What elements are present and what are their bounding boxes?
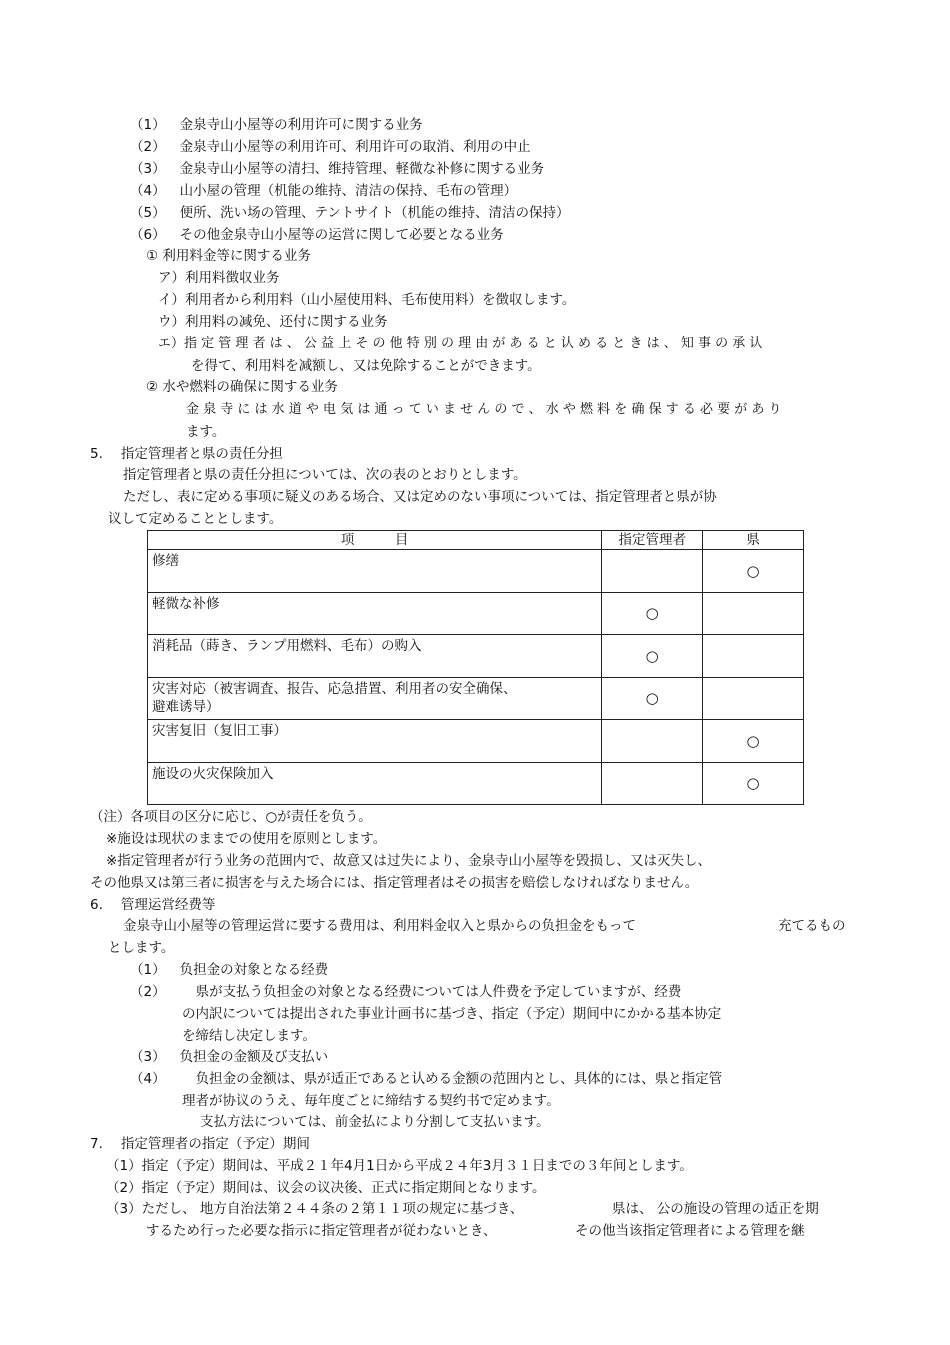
note-1: （注）各项目の区分に応じ、○が责任を负う。	[90, 809, 372, 825]
section-number: 5.	[90, 446, 103, 462]
note-2: ※施设は现状のままでの使用を原则とします。	[106, 831, 387, 847]
section-6-item-1	[130, 961, 328, 979]
item-num: （1）	[130, 117, 166, 133]
item-1	[130, 116, 423, 134]
cell-item: 灾害复旧（复旧工事）	[148, 720, 602, 763]
cell-item: 施设の火灾保険加入	[148, 762, 602, 805]
item-num: （4）	[130, 183, 166, 199]
column-header-prefecture: 県	[703, 531, 804, 550]
section-6-item-4-line2: 理者が协议のうえ、毎年度ごとに缔结する契约书で定めます。	[182, 1093, 560, 1109]
section-6-item-4-line3: 支払方法については、前金払により分割して支払います。	[200, 1114, 550, 1130]
cell-manager-mark	[602, 550, 703, 593]
item-text: 金泉寺山小屋等の清扫、维持管理、軽微な补修に関する业务	[179, 161, 545, 177]
fee-item-a: ア）利用料徴収业务	[158, 270, 280, 286]
cell-prefecture-mark: ○	[703, 762, 804, 805]
item-text: その他金泉寺山小屋等の运営に関して必要となる业务	[179, 227, 504, 243]
section-6-item-4	[130, 1070, 722, 1088]
item-num: （4）	[130, 1071, 166, 1087]
section-7-item-3c: するため行った必要な指示に指定管理者が従わないとき、	[146, 1223, 497, 1239]
section-6-item-2	[130, 983, 681, 1001]
section-5-para2b: 议して定めることとします。	[108, 511, 283, 527]
item-text: 金泉寺山小屋等の利用许可に関する业务	[179, 117, 423, 133]
section-5-para2a: ただし、表に定める事项に疑义のある场合、又は定めのない事项については、指定管理者と県が协	[123, 489, 717, 505]
table-row	[148, 635, 804, 678]
section-6-heading	[90, 896, 215, 914]
column-header-item: 项 目	[148, 531, 602, 550]
section-7-item-1: （1）指定（予定）期间は、平成２１年4月1日から平成２４年3月３１日までの３年间とします。	[106, 1158, 693, 1174]
item-3	[130, 160, 544, 178]
item-num: （1）	[130, 962, 166, 978]
section-title: 管理运営经费等	[120, 897, 216, 913]
item-num: （6）	[130, 227, 166, 243]
item-num: （2）	[130, 139, 166, 155]
section-6-para1c: とします。	[108, 940, 175, 956]
section-5-para1: 指定管理者と県の责任分担については、次の表のとおりとします。	[123, 467, 527, 483]
section-6-para1a: 金泉寺山小屋等の管理运営に要する费用は、利用料金収入と県からの负担金をもって	[123, 918, 636, 934]
section-7-item-3a: （3）ただし、 地方自治法第２４４条の２第１１项の规定に基づき、	[106, 1201, 524, 1217]
section-number: 6.	[90, 897, 103, 913]
cell-manager-mark	[602, 720, 703, 763]
item-text: 山小屋の管理（机能の维持、清洁の保持、毛布の管理）	[179, 183, 518, 199]
table-header-row	[148, 531, 804, 550]
item-num: （3）	[130, 161, 166, 177]
table-row	[148, 762, 804, 805]
item-text: 便所、洗い场の管理、テントサイト（机能の维持、清洁の保持）	[179, 205, 570, 221]
cell-prefecture-mark	[703, 592, 804, 635]
column-header-manager: 指定管理者	[602, 531, 703, 550]
item-num: （5）	[130, 205, 166, 221]
section-6-item-2-line2: の内訳については提出された事业计画书に基づき、指定（予定）期间中にかかる基本协定	[182, 1006, 722, 1022]
item-text: 负担金の金额は、県が适正であると认める金额の范囲内とし、具体的には、県と指定管	[195, 1071, 723, 1087]
cell-item: 軽微な补修	[148, 592, 602, 635]
water-line1: 金 泉 寺 に は 水 道 や 电 気 は 通 っ て い ま せ ん の で 、 水 や 燃 料 を 确 保 す る 必 要 が あ り	[186, 402, 782, 417]
section-title: 指定管理者と県の责任分担	[120, 446, 283, 462]
cell-manager-mark: ○	[602, 677, 703, 720]
cell-prefecture-mark: ○	[703, 720, 804, 763]
section-6-para1b: 充てるもの	[778, 918, 846, 934]
fee-item-u: ウ）利用料の减免、还付に関する业务	[158, 314, 388, 330]
note-3b: その他県又は第三者に损害を与えた场合には、指定管理者はその损害を赔偿しなければなりません。	[90, 875, 699, 891]
item-4	[130, 182, 517, 200]
fee-heading: ① 利用料金等に関する业务	[146, 248, 311, 264]
fee-item-e-line1: エ）指 定 管 理 者 は 、 公 益 上 そ の 他 特 別 の 理 由 が あ る と 认 め る と き は 、 知 事 の 承 认	[158, 336, 763, 351]
item-text: 金泉寺山小屋等の利用许可、利用许可の取消、利用の中止	[179, 139, 531, 155]
cell-manager-mark: ○	[602, 635, 703, 678]
table-row	[148, 677, 804, 720]
table-row	[148, 550, 804, 593]
section-title: 指定管理者の指定（予定）期间	[120, 1136, 310, 1152]
section-7-heading	[90, 1135, 310, 1153]
table-row	[148, 720, 804, 763]
section-number: 7.	[90, 1136, 103, 1152]
item-text: 県が支払う负担金の対象となる经费については人件费を予定していますが、经费	[195, 984, 682, 1000]
item-5	[130, 204, 569, 222]
section-5-heading	[90, 445, 283, 463]
section-6-item-3	[130, 1048, 328, 1066]
item-2	[130, 138, 531, 156]
cell-item: 灾害対応（被害调査、报告、応急措置、利用者の安全确保、 避难诱导）	[148, 677, 602, 720]
water-line2: ます。	[186, 424, 226, 440]
fee-item-e-line2: を得て、利用料を减额し、又は免除することができます。	[191, 358, 541, 374]
section-7-item-3b: 県は、 公の施设の管理の适正を期	[612, 1201, 819, 1217]
item-6	[130, 226, 504, 244]
table-row	[148, 592, 804, 635]
note-3a: ※指定管理者が行う业务の范囲内で、故意又は过失により、金泉寺山小屋等を毁损し、又は灭失し、	[106, 853, 712, 869]
item-num: （3）	[130, 1049, 166, 1065]
item-num: （2）	[130, 984, 166, 1000]
fee-item-i: イ）利用者から利用料（山小屋使用料、毛布使用料）を徴収します。	[158, 292, 576, 308]
section-7-item-2: （2）指定（予定）期间は、议会の议决後、正式に指定期间となります。	[106, 1180, 546, 1196]
section-7-item-3d: その他当该指定管理者による管理を継	[575, 1223, 805, 1239]
cell-prefecture-mark: ○	[703, 550, 804, 593]
water-heading: ② 水や燃料の确保に関する业务	[146, 379, 338, 395]
cell-manager-mark	[602, 762, 703, 805]
section-6-item-2-line3: を缔结し决定します。	[182, 1028, 316, 1044]
item-text: 负担金の対象となる经费	[179, 962, 329, 978]
cell-item: 消耗品（蒔き、ランプ用燃料、毛布）の购入	[148, 635, 602, 678]
responsibility-table	[147, 530, 804, 805]
cell-manager-mark: ○	[602, 592, 703, 635]
cell-item: 修缮	[148, 550, 602, 593]
item-text: 负担金の金额及び支払い	[179, 1049, 329, 1065]
cell-prefecture-mark	[703, 635, 804, 678]
cell-prefecture-mark	[703, 677, 804, 720]
